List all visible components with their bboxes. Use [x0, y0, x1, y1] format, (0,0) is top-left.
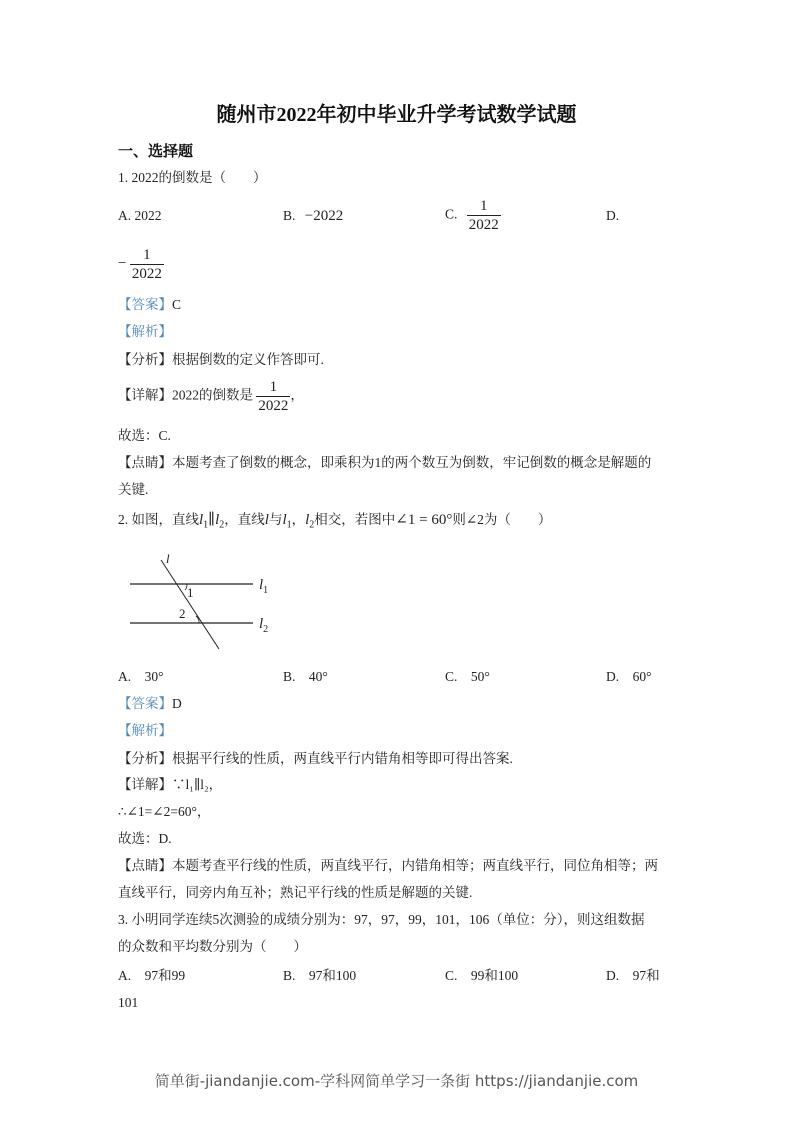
fraction: $\frac{1}{2022}$	[258, 379, 289, 414]
q1-analysis-tag: 【解析】	[118, 324, 172, 339]
q2-option-c: C. 50°	[445, 669, 490, 684]
q3-option-d: D. 97和	[606, 968, 660, 983]
footer-watermark: 简单街-jiandanjie.com-学科网简单学习一条街 https://jiandanjie.com	[154, 1072, 639, 1090]
q2-dianjing: 【点睛】本题考查平行线的性质，两直线平行，内错角相等；两直线平行，同位角相等；两	[118, 858, 658, 873]
section-heading: 一、选择题	[118, 144, 194, 160]
q1-option-a: A. 2022	[118, 208, 162, 223]
q3-option-b: B. 97和100	[283, 968, 357, 983]
q1-option-d-value: − $\frac{1}{2022}$	[118, 247, 162, 282]
page-title: 随州市2022年初中毕业升学考试数学试题	[216, 104, 577, 126]
q2-option-b: B. 40°	[283, 669, 328, 684]
option-label: B.	[283, 208, 296, 223]
q2-guxuan: 故选：D.	[118, 831, 172, 846]
figure-label-l: l	[166, 551, 170, 566]
q1-dianjing-cont: 关键.	[118, 482, 149, 497]
q3-stem-cont: 的众数和平均数分别为（ ）	[118, 939, 307, 954]
q1-stem: 1. 2022的倒数是（ ）	[118, 170, 267, 185]
option-value: −2022	[304, 208, 344, 224]
q2-dianjing-cont: 直线平行，同旁内角互补；熟记平行线的性质是解题的关键.	[118, 885, 473, 900]
q2-analysis-tag: 【解析】	[118, 723, 172, 738]
q2-xiangjie: 【详解】∵l₁∥l₂，	[118, 777, 223, 792]
q2-answer: 【答案】D	[118, 696, 182, 711]
figure-label-angle1: 1	[187, 585, 194, 600]
q3-stem: 3. 小明同学连续5次测验的成绩分别为：97，97，99，101，106（单位：分），则这组数据	[118, 912, 645, 927]
figure-label-angle2: 2	[179, 606, 186, 621]
q2-option-a: A. 30°	[118, 669, 164, 684]
answer-tag: 【答案】	[118, 696, 172, 711]
q1-xiangjie: 【详解】2022的倒数是 $\frac{1}{2022}$ ，	[118, 379, 304, 414]
q2-fenxi: 【分析】根据平行线的性质，两直线平行内错角相等即可得出答案.	[118, 751, 513, 766]
fraction: $\frac{1}{2022}$	[131, 247, 162, 282]
figure-label-l2: $l_2$	[259, 616, 269, 635]
fraction: $\frac{1}{2022}$	[468, 198, 499, 233]
q1-dianjing: 【点睛】本题考查了倒数的概念，即乘积为1的两个数互为倒数，牢记倒数的概念是解题的	[118, 455, 652, 470]
q2-option-d: D. 60°	[606, 669, 652, 684]
q3-option-a: A. 97和99	[118, 968, 186, 983]
q3-option-c: C. 99和100	[445, 968, 519, 983]
figure-label-l1: $l_1$	[259, 577, 269, 596]
q3-option-d-cont: 101	[118, 995, 139, 1010]
answer-tag: 【答案】	[118, 297, 172, 312]
q1-guxuan: 故选：C.	[118, 428, 171, 443]
q1-answer: 【答案】C	[118, 297, 182, 312]
q1-option-d-label: D.	[606, 208, 620, 223]
option-label: C.	[445, 206, 458, 222]
q2-step: ∴∠1=∠2=60°，	[118, 804, 211, 819]
q2-stem: 2. 如图，直线$l_1\parallel l_2$，直线l与$l_1$，$l_2$相交，若图中∠1 = 60°则∠2为（ ）	[118, 512, 552, 531]
q1-fenxi: 【分析】根据倒数的定义作答即可.	[118, 352, 324, 367]
